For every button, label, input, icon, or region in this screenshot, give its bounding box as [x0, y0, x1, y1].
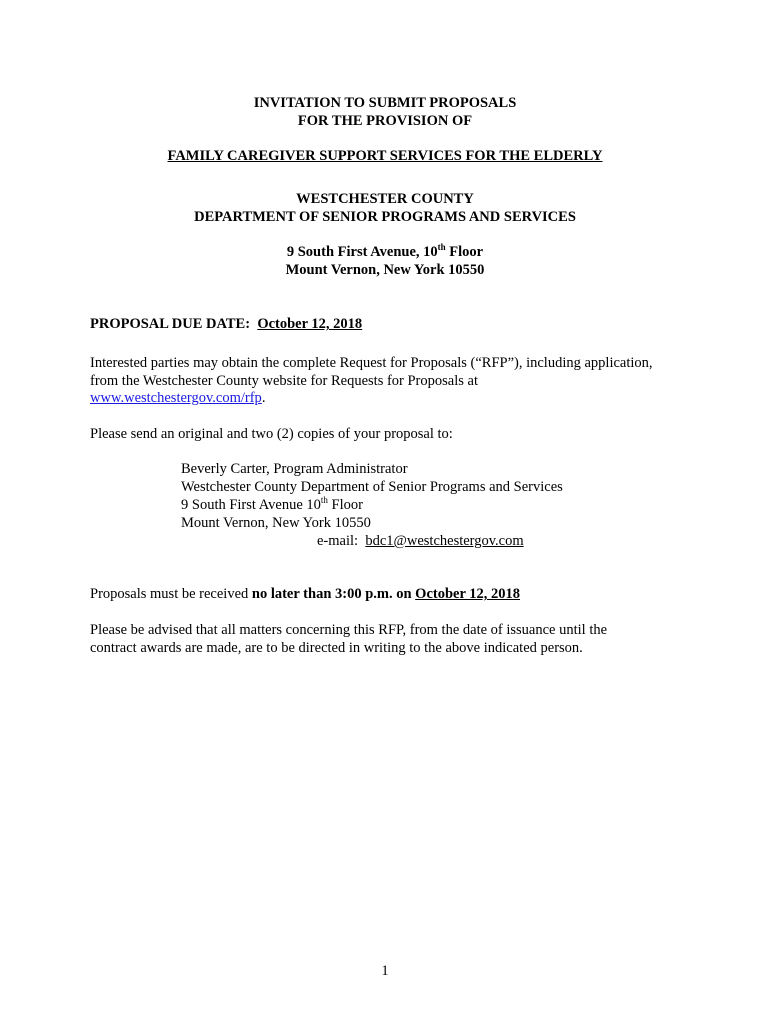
intro-line-1: Interested parties may obtain the complete Request for Proposals (“RFP”), including application,: [90, 355, 653, 371]
address-street: 9 South First Avenue, 10: [286, 244, 438, 260]
due-date-label: PROPOSAL DUE DATE:: [90, 316, 251, 332]
title-line-2: FOR THE PROVISION OF: [297, 113, 473, 129]
advisory-line-1: Please be advised that all matters concerning this RFP, from the date of issuance until the: [90, 622, 608, 638]
contact-address: [181, 496, 363, 514]
intro-line-3: [90, 389, 265, 407]
contact-floor: Floor: [327, 497, 363, 513]
deadline-time: no later than 3:00 p.m. on: [251, 586, 416, 602]
intro-line-2: from the Westchester County website for Requests for Proposals at: [90, 373, 478, 389]
rfp-website-link[interactable]: www.westchestergov.com/rfp: [90, 390, 262, 406]
address-ordinal: th: [437, 242, 446, 253]
due-date-line: [90, 315, 362, 333]
send-instructions: Please send an original and two (2) copies of your proposal to:: [90, 426, 453, 442]
department-city: Mount Vernon, New York 10550: [285, 262, 485, 278]
advisory-line-2: contract awards are made, are to be directed in writing to the above indicated person.: [90, 640, 583, 656]
address-floor: Floor: [445, 244, 484, 260]
contact-city: Mount Vernon, New York 10550: [181, 515, 371, 531]
contact-name: Beverly Carter, Program Administrator: [181, 461, 408, 477]
contact-email[interactable]: bdc1@westchestergov.com: [365, 533, 524, 549]
department-name: DEPARTMENT OF SENIOR PROGRAMS AND SERVICES: [194, 209, 576, 225]
service-title: FAMILY CAREGIVER SUPPORT SERVICES FOR THE ELDERLY: [167, 148, 603, 164]
intro-period: .: [261, 390, 266, 406]
deadline-prefix: Proposals must be received: [90, 586, 252, 602]
county-name: WESTCHESTER COUNTY: [296, 191, 474, 207]
email-label: e-mail:: [317, 533, 359, 549]
page-number: 1: [381, 963, 389, 979]
department-address: [0, 243, 770, 261]
due-date-value: October 12, 2018: [257, 316, 363, 332]
contact-organization: Westchester County Department of Senior Programs and Services: [181, 479, 563, 495]
deadline-date: October 12, 2018: [415, 586, 521, 602]
title-line-1: INVITATION TO SUBMIT PROPOSALS: [253, 95, 517, 111]
contact-ordinal: th: [320, 495, 328, 506]
contact-email-line: [317, 532, 524, 550]
contact-street: 9 South First Avenue 10: [181, 497, 321, 513]
deadline-line: [90, 585, 520, 603]
